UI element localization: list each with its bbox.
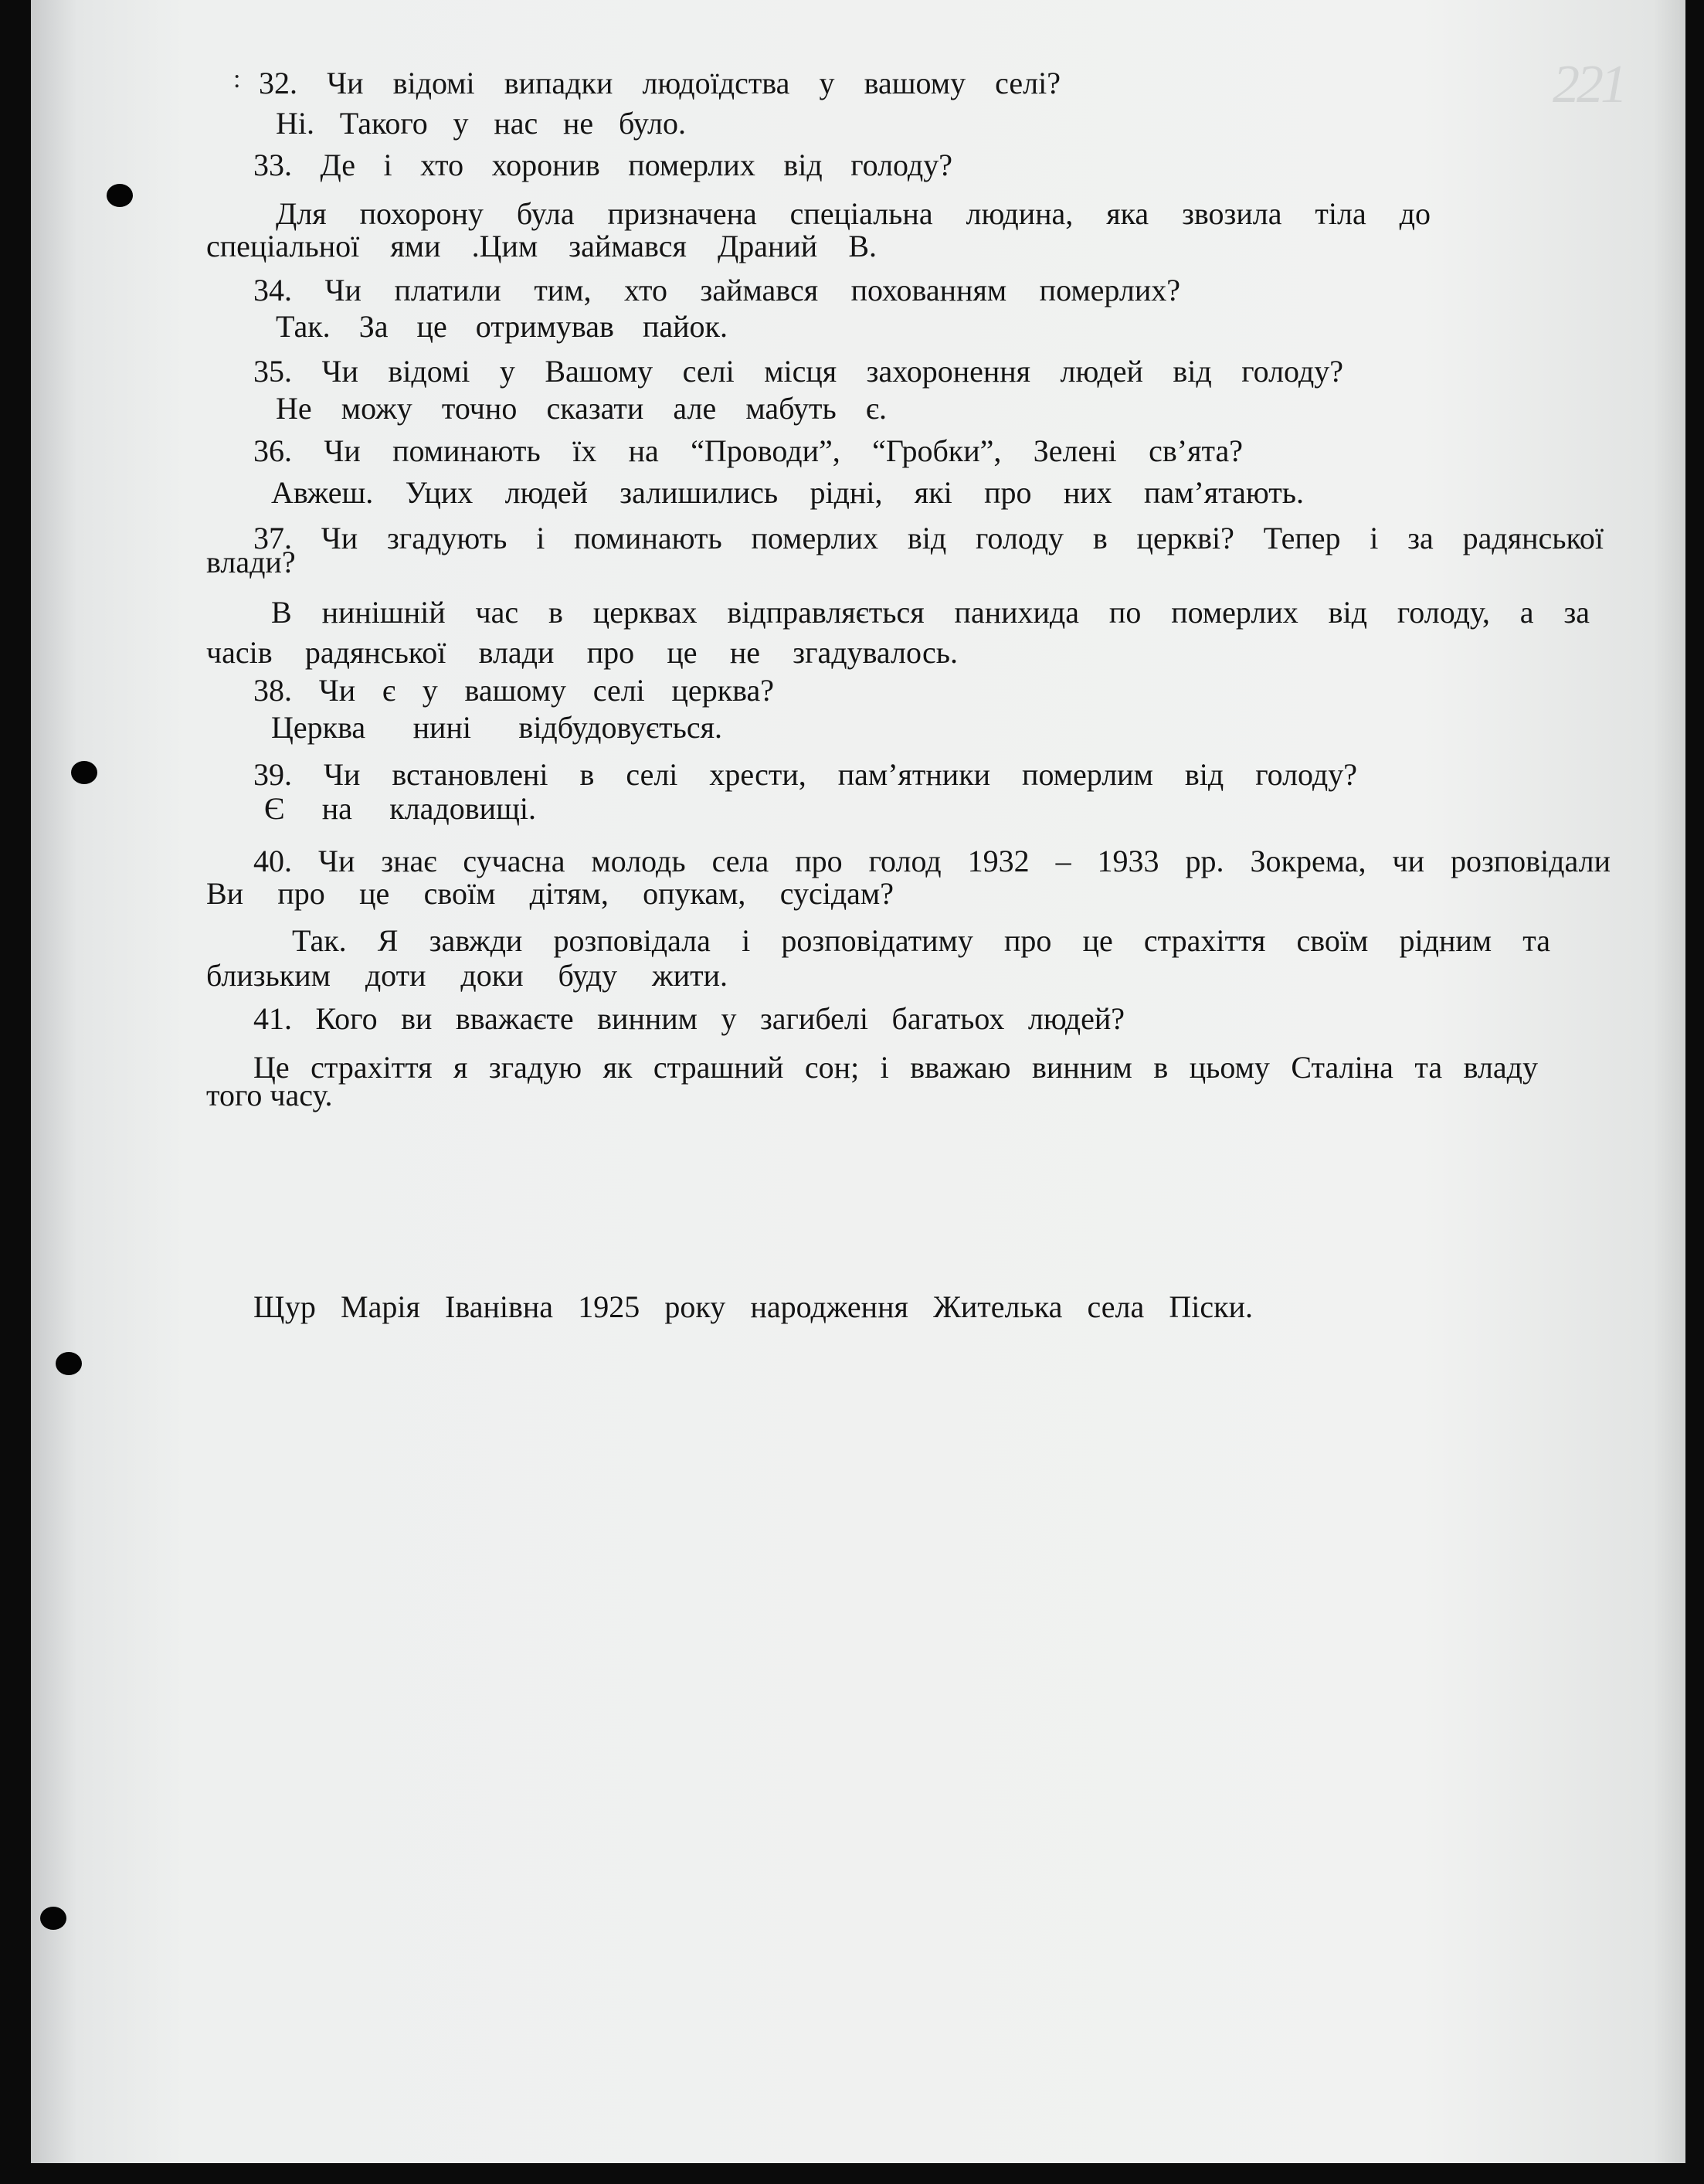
question-line: 33. Де і хто хоронив померлих від голоду?: [253, 148, 952, 182]
answer-line: того часу.: [206, 1078, 333, 1112]
answer-line: Так. Я завжди розповідала і розповідатиму про це страхіття своїм рідним та: [292, 923, 1550, 958]
answer-line: Є на кладовищі.: [264, 791, 536, 826]
answer-line: Для похорону була призначена спеціальна людина, яка звозила тіла до: [276, 196, 1431, 231]
answer-line: Ні. Такого у нас не було.: [276, 106, 686, 141]
answer-line: Церква нині відбудовується.: [271, 710, 722, 745]
answer-line: Не можу точно сказати але мабуть є.: [276, 391, 887, 426]
punch-hole: [107, 184, 133, 207]
answer-line: спеціальної ями .Цим займався Драний В.: [206, 229, 877, 263]
punch-hole: [40, 1907, 66, 1930]
punch-hole: [71, 761, 97, 784]
punch-hole: [56, 1352, 82, 1375]
handwritten-page-number: 221: [1553, 55, 1624, 114]
question-line: 35. Чи відомі у Вашому селі місця захоронення людей від голоду?: [253, 354, 1343, 389]
answer-line: Авжеш. Уцих людей залишились рідні, які про них пам’ятають.: [271, 475, 1304, 510]
question-line: 32. Чи відомі випадки людоїдства у вашому селі?: [259, 66, 1061, 100]
signature-line: Щур Марія Іванівна 1925 року народження Жителька села Піски.: [253, 1289, 1253, 1324]
answer-line: Це страхіття я згадую як страшний сон; і вважаю винним в цьому Сталіна та владу: [253, 1050, 1538, 1085]
question-line: 36. Чи поминають їх на “Проводи”, “Гробки”, Зелені св’ята?: [253, 433, 1243, 468]
answer-line: близьким доти доки буду жити.: [206, 958, 728, 993]
question-line: 34. Чи платили тим, хто займався похованням померлих?: [253, 273, 1180, 307]
answer-line: часів радянської влади про це не згадувалось.: [206, 635, 958, 670]
question-line: 38. Чи є у вашому селі церква?: [253, 673, 774, 708]
answer-line: Так. За це отримував пайок.: [276, 309, 728, 344]
question-line: 39. Чи встановлені в селі хрести, пам’ятники померлим від голоду?: [253, 757, 1357, 792]
scan-mark: :: [233, 65, 241, 93]
question-line: 37. Чи згадують і поминають померлих від голоду в церкві? Тепер і за радянської: [253, 521, 1604, 555]
question-line: 40. Чи знає сучасна молодь села про голод 1932 – 1933 рр. Зокрема, чи розповідали: [253, 844, 1611, 878]
question-line: Ви про це своїм дітям, опукам, сусідам?: [206, 876, 894, 911]
answer-line: В нинішній час в церквах відправляється панихида по померлих від голоду, а за: [271, 595, 1590, 630]
question-line: 41. Кого ви вважаєте винним у загибелі багатьох людей?: [253, 1001, 1125, 1036]
question-line: влади?: [206, 545, 296, 579]
